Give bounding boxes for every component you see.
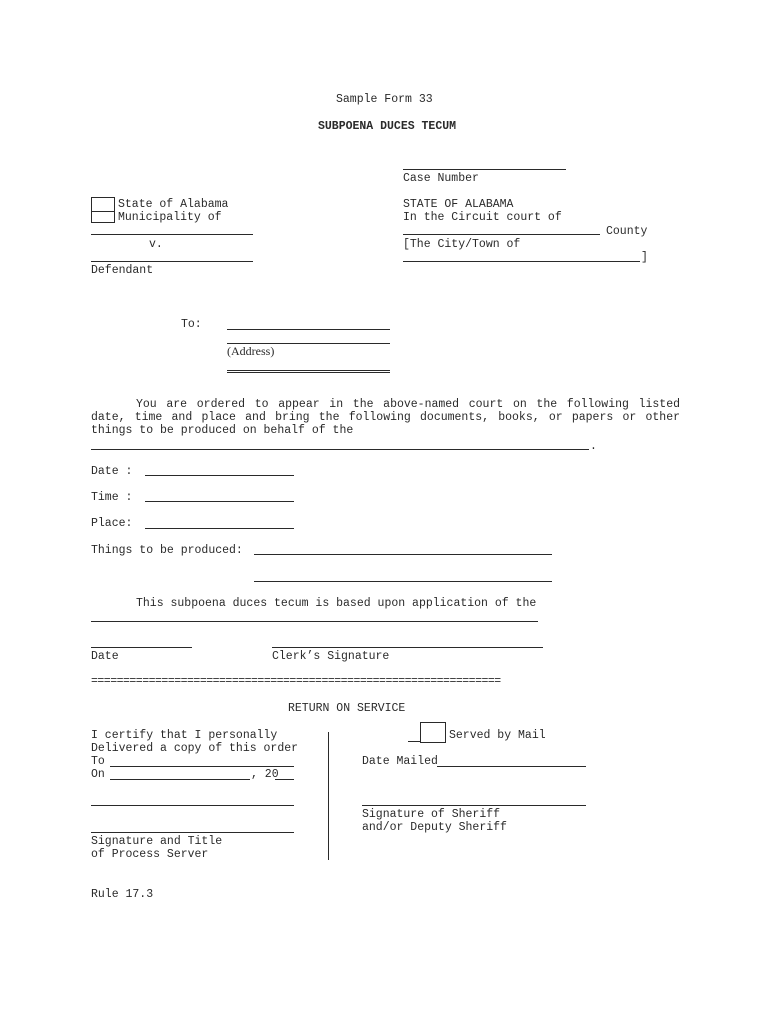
circuit-court-label: In the Circuit court of — [403, 211, 562, 224]
form-title: SUBPOENA DUCES TECUM — [318, 120, 457, 133]
year-line[interactable] — [275, 779, 294, 780]
municipality-checkbox[interactable] — [91, 211, 115, 223]
date-line[interactable] — [145, 475, 294, 476]
address-line[interactable] — [227, 370, 390, 373]
municipality-option-label: Municipality of — [118, 211, 222, 224]
bracket-close: ] — [641, 251, 648, 264]
clerk-signature-label: Clerk’s Signature — [272, 650, 390, 663]
case-number-line[interactable] — [403, 169, 566, 170]
city-town-line[interactable] — [403, 261, 640, 262]
to-label: To: — [181, 318, 202, 331]
county-line[interactable] — [403, 234, 600, 235]
on-label: On — [91, 768, 105, 781]
state-option-label: State of Alabama — [118, 198, 229, 211]
mail-check-underline — [408, 741, 420, 742]
order-line-1: You are ordered to appear in the above-named court on the following listed — [136, 398, 680, 411]
address-label: (Address) — [227, 344, 275, 358]
things-label: Things to be produced: — [91, 544, 243, 557]
to-served-line[interactable] — [110, 766, 294, 767]
date-label: Date : — [91, 465, 133, 478]
return-title: RETURN ON SERVICE — [288, 702, 406, 715]
order-line-2: date, time and place and bring the following documents, books, or papers or other — [91, 411, 680, 424]
things-line-1[interactable] — [254, 554, 552, 555]
case-number-label: Case Number — [403, 172, 479, 185]
place-line[interactable] — [145, 528, 294, 529]
server-signature-line-2[interactable] — [91, 832, 294, 833]
sheriff-label-2: and/or Deputy Sheriff — [362, 821, 507, 834]
order-line-3: things to be produced on behalf of the — [91, 424, 354, 437]
server-signature-line-1[interactable] — [91, 805, 294, 806]
certify-line-2: Delivered a copy of this order — [91, 742, 299, 755]
served-by-mail-checkbox[interactable] — [420, 722, 446, 743]
to-name-line[interactable] — [227, 329, 390, 330]
behalf-period: . — [590, 440, 597, 453]
server-signature-label-1: Signature and Title — [91, 835, 223, 848]
year-prefix: , 20 — [251, 768, 279, 781]
sheriff-label-1: Signature of Sheriff — [362, 808, 501, 821]
applicant-line[interactable] — [91, 621, 538, 622]
served-by-mail-label: Served by Mail — [449, 729, 546, 742]
time-label: Time : — [91, 491, 133, 504]
defendant-line[interactable] — [91, 261, 253, 262]
server-signature-label-2: of Process Server — [91, 848, 209, 861]
plaintiff-line[interactable] — [91, 234, 253, 235]
rule-reference: Rule 17.3 — [91, 888, 154, 901]
place-label: Place: — [91, 517, 133, 530]
versus-label: v. — [149, 238, 163, 251]
clerk-signature-line[interactable] — [272, 647, 543, 648]
section-separator: ================================================================ — [91, 675, 501, 688]
form-number: Sample Form 33 — [336, 93, 433, 106]
application-text: This subpoena duces tecum is based upon application of the — [136, 597, 537, 610]
defendant-label: Defendant — [91, 264, 154, 277]
sheriff-signature-line[interactable] — [362, 805, 586, 806]
county-label: County — [606, 225, 648, 238]
signature-date-line[interactable] — [91, 647, 192, 648]
return-divider — [328, 732, 329, 860]
state-checkbox[interactable] — [91, 197, 115, 212]
things-line-2[interactable] — [254, 581, 552, 582]
to-served-label: To — [91, 755, 105, 768]
state-of-alabama: STATE OF ALABAMA — [403, 198, 514, 211]
behalf-of-line[interactable] — [91, 449, 589, 450]
city-town-label: [The City/Town of — [403, 238, 521, 251]
on-date-line[interactable] — [110, 779, 250, 780]
time-line[interactable] — [145, 501, 294, 502]
date-mailed-line[interactable] — [437, 766, 586, 767]
date-mailed-label: Date Mailed — [362, 755, 438, 768]
certify-line-1: I certify that I personally — [91, 729, 278, 742]
signature-date-label: Date — [91, 650, 119, 663]
